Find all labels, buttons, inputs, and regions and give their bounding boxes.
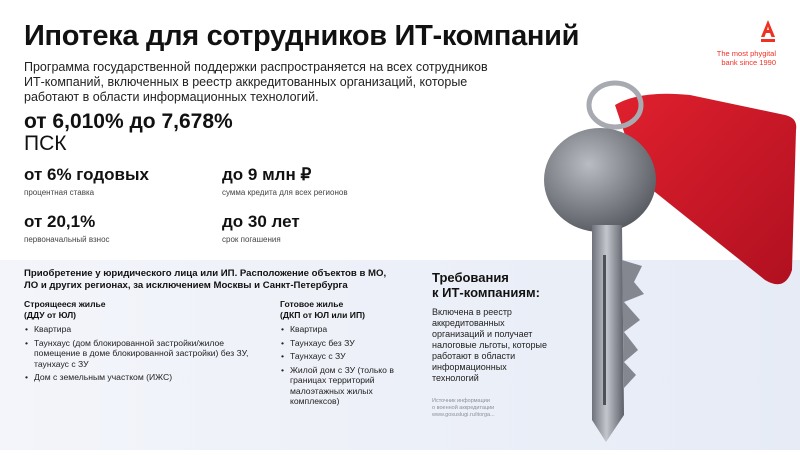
column-heading [24, 299, 256, 320]
purchase-conditions [24, 268, 424, 292]
intro-text [24, 60, 524, 105]
column-title: Готовое жилье [280, 299, 344, 309]
ready-housing-column [280, 299, 422, 410]
stat-caption: срок погашения [222, 235, 281, 244]
alfa-logo-icon [758, 18, 778, 49]
psk-range: от 6,010% до 7,678% [24, 110, 233, 133]
stat-value: до 9 млн ₽ [222, 165, 312, 184]
intro-line: работают в области информационных технологий. [24, 90, 319, 104]
stat-down-payment [24, 213, 110, 244]
source-line: Источник информации [432, 398, 490, 404]
under-construction-column [24, 299, 256, 386]
requirements-title-line: к ИТ-компаниям: [432, 285, 540, 300]
stat-amount [222, 166, 348, 197]
list-item: • Дом с земельным участком (ИЖС) [24, 372, 256, 383]
conditions-line: Приобретение у юридического лица или ИП. Расположение объектов в МО, [24, 268, 387, 279]
list-item: • Таунхаус с ЗУ [280, 351, 422, 362]
list-item: • Квартира [280, 324, 422, 335]
stat-rate [24, 166, 149, 197]
property-list [280, 324, 422, 407]
tagline-line: bank since 1990 [721, 58, 776, 67]
requirements-text: Включена в реестр аккредитованных организаций и получает налоговые льготы, которые работают в области информационных технологий [432, 307, 547, 383]
column-title: Строящееся жилье [24, 299, 106, 309]
column-subtitle: (ДКП от ЮЛ или ИП) [280, 309, 366, 320]
key-illustration-icon [530, 70, 800, 455]
stat-caption: процентная ставка [24, 188, 95, 197]
stat-value: от 20,1% [24, 212, 96, 231]
intro-line: ИТ-компаний, включенных в реестр аккредитованных организаций, которые [24, 75, 468, 89]
stat-value: до 30 лет [222, 212, 300, 231]
list-item: • Квартира [24, 324, 256, 335]
intro-line: Программа государственной поддержки распространяется на всех сотрудников [24, 60, 488, 74]
column-subtitle: (ДДУ от ЮЛ) [24, 309, 77, 320]
requirements-title-line: Требования [432, 270, 509, 285]
stat-value: от 6% годовых [24, 165, 149, 184]
source-link[interactable]: www.gosuslugi.ru/itorga... [432, 412, 495, 418]
tagline [690, 49, 776, 67]
column-heading [280, 299, 422, 320]
source-line: о военной аккредитации [432, 405, 495, 411]
list-item: • Таунхаус (дом блокированной застройки/жилое помещение в доме блокированной застройки) без ЗУ, таунхаус с ЗУ [24, 338, 256, 370]
stat-caption: сумма кредита для всех регионов [222, 188, 348, 197]
conditions-line: ЛО и других регионах, за исключением Москвы и Санкт-Петербурга [24, 280, 348, 291]
page-title: Ипотека для сотрудников ИТ-компаний [24, 20, 580, 52]
list-item: • Жилой дом с ЗУ (только в границах территорий малоэтажных жилых комплексов) [280, 365, 422, 407]
stat-caption: первоначальный взнос [24, 235, 110, 244]
tagline-line: The most phygital [716, 49, 776, 58]
stat-term [222, 213, 300, 244]
psk-label: ПСК [24, 132, 67, 155]
property-list [24, 324, 256, 383]
list-item: • Таунхаус без ЗУ [280, 338, 422, 349]
